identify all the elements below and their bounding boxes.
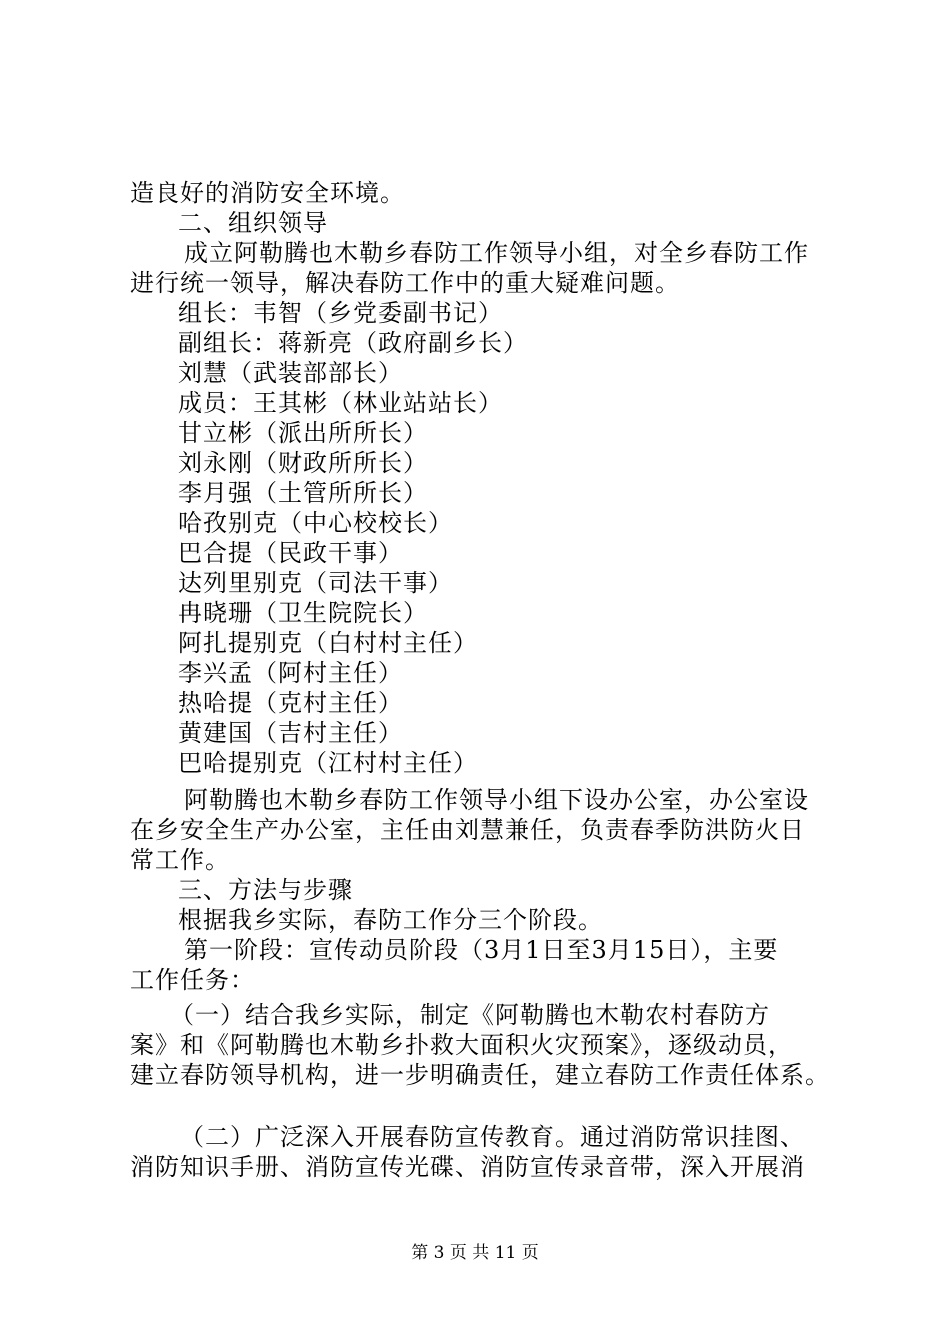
text-line: 建立春防领导机构，进一步明确责任，建立春防工作责任体系。 [130, 1061, 830, 1089]
text-line: 造良好的消防安全环境。 [130, 179, 405, 207]
text-line: 常工作。 [130, 846, 230, 874]
text-line: 副组长：蒋新亮（政府副乡长） [178, 329, 528, 357]
text-line: 巴合提（民政干事） [178, 539, 403, 567]
page-number-footer: 第 3 页 共 11 页 [411, 1243, 539, 1263]
text-line: 巴哈提别克（江村村主任） [178, 749, 478, 777]
text-line: 案》和《阿勒腾也木勒乡扑救大面积火灾预案》，逐级动员， [130, 1031, 793, 1059]
text-line: 成立阿勒腾也木勒乡春防工作领导小组，对全乡春防工作 [184, 239, 809, 267]
text-line: 工作任务： [130, 966, 255, 994]
text-line: 组长：韦智（乡党委副书记） [178, 299, 503, 327]
text-line: 在乡安全生产办公室，主任由刘慧兼任，负责春季防洪防火日 [130, 816, 805, 844]
text-line: 冉晓珊（卫生院院长） [178, 599, 428, 627]
text-line: 达列里别克（司法干事） [178, 569, 453, 597]
text-line: 进行统一领导，解决春防工作中的重大疑难问题。 [130, 269, 680, 297]
text-line: 黄建国（吉村主任） [178, 719, 403, 747]
text-line: 第一阶段：宣传动员阶段（3月1日至3月15日），主要 [184, 936, 779, 964]
section-heading: 三、方法与步骤 [178, 876, 353, 904]
text-line: 刘慧（武装部部长） [178, 359, 403, 387]
text-line: 消防知识手册、消防宣传光碟、消防宣传录音带，深入开展消 [130, 1153, 805, 1181]
text-line: 李兴孟（阿村主任） [178, 659, 403, 687]
text-line: 阿扎提别克（白村村主任） [178, 629, 478, 657]
text-line: 热哈提（克村主任） [178, 689, 403, 717]
text-line: 阿勒腾也木勒乡春防工作领导小组下设办公室，办公室设 [184, 786, 809, 814]
text-line: （二）广泛深入开展春防宣传教育。通过消防常识挂图、 [180, 1123, 805, 1151]
section-heading: 二、组织领导 [178, 209, 328, 237]
text-line: 根据我乡实际，春防工作分三个阶段。 [178, 906, 603, 934]
text-line: 成员：王其彬（林业站站长） [178, 389, 503, 417]
text-line: 李月强（土管所所长） [178, 479, 428, 507]
text-line: 甘立彬（派出所所长） [178, 419, 428, 447]
text-line: 哈孜别克（中心校校长） [178, 509, 453, 537]
text-line: （一）结合我乡实际，制定《阿勒腾也木勒农村春防方 [170, 1001, 770, 1029]
text-line: 刘永刚（财政所所长） [178, 449, 428, 477]
